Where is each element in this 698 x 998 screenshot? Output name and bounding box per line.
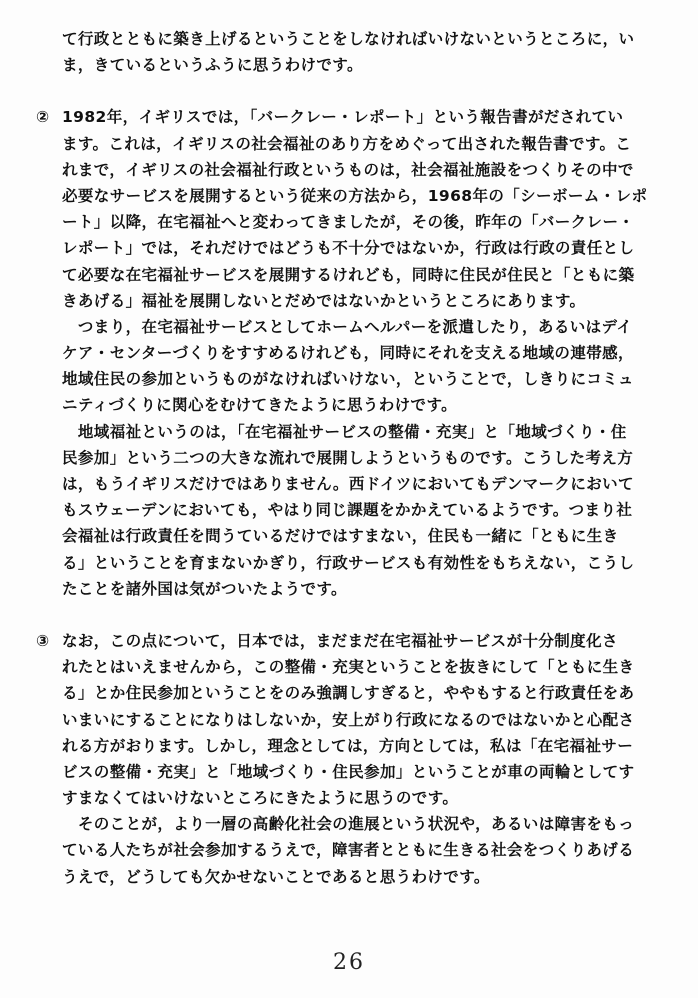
text-line: ている人たちが社会参加するうえで，障害者とともに生きる社会をつくりあげる [62, 841, 635, 860]
text-line: る」とか住民参加ということをのみ強調しすぎると，ややもすると行政責任をあ [62, 684, 635, 703]
text-line: もスウェーデンにおいても，やはり同じ課題をかかえているようです。つまり社 [62, 501, 633, 520]
text-line: て必要な在宅福祉サービスを展開するけれども，同時に住民が住民と「ともに築 [62, 265, 635, 284]
body-text [36, 26, 662, 890]
text-line: レポート」では，それだけではどうも不十分ではないか，行政は行政の責任とし [62, 239, 635, 258]
text-line: 地域福祉というのは，「在宅福祉サービスの整備・充実」と「地域づくり・住 [62, 422, 627, 441]
page-number: 26 [333, 950, 365, 975]
text-line: ます。これは，イギリスの社会福祉のあり方をめぐって出された報告書です。こ [62, 134, 632, 153]
text-line: ビスの整備・充実」と「地域づくり・住民参加」ということが車の両輪としてす [62, 762, 635, 781]
text-line: る」ということを育まないかぎり，行政サービスも有効性をもちえない，こうし [62, 553, 635, 572]
text-line: れたとはいえませんから，この整備・充実ということを抜きにして「ともに生き [62, 658, 635, 677]
section-3-first-line: なお，この点について，日本では，まだまだ在宅福祉サービスが十分制度化さ [62, 631, 618, 650]
intro-paragraph [62, 26, 662, 78]
text-line: れる方がおります。しかし，理念としては，方向としては，私は「在宅福祉サー [62, 736, 634, 755]
section-2 [36, 104, 662, 602]
text-line: きあげる」福祉を展開しないとだめではないかというところにあります。 [62, 291, 586, 310]
text-line: て行政とともに築き上げるということをしなければいけないというところに，い [62, 30, 635, 48]
text-line [36, 104, 662, 130]
text-line: すまなくてはいけないところにきたように思うのです。 [62, 789, 459, 808]
text-line: ニティづくりに関心をむけてきたように思うわけです。 [62, 396, 458, 415]
text-line: そのことが，より一層の高齢化社会の進展という状況や，あるいは障害をもっ [62, 815, 635, 834]
text-line: つまり，在宅福祉サービスとしてホームヘルパーを派遣したり，あるいはデイ [62, 317, 633, 336]
text-line: 民参加」という二つの大きな流れで展開しようというものです。こうした考え方 [62, 448, 634, 467]
text-line: いまいにすることになりはしないか，安上がり行政になるのではないかと心配さ [62, 710, 635, 729]
section-2-first-line: 1982年，イギリスでは，「バークレー・レポート」という報告書がだされてい [62, 108, 624, 127]
section-3 [36, 628, 662, 890]
section-gap [62, 78, 662, 104]
text-line [36, 628, 662, 654]
text-line: 地域住民の参加というものがなければいけない，ということで，しきりにコミュ [62, 370, 634, 389]
section-3-marker: ③ [36, 631, 50, 650]
text-line: 必要なサービスを展開するという従来の方法から，1968年の「シーボーム・レポ [62, 186, 648, 205]
text-line: たことを諸外国は気がついたようです。 [62, 579, 347, 598]
section-2-marker: ② [36, 108, 50, 127]
text-line: うえで，どうしても欠かせないことであると思うわけです。 [62, 867, 490, 886]
text-line: ま，きているというふうに思うわけです。 [62, 56, 363, 75]
text-line: れまで，イギリスの社会福祉行政というものは，社会福祉施設をつくりその中で [62, 160, 634, 179]
section-gap [62, 602, 662, 628]
text-line: は，もうイギリスだけではありません。西ドイツにおいてもデンマークにおいて [62, 475, 634, 493]
text-line: 会福祉は行政責任を問うているだけではすまない，住民も一緒に「ともに生き [62, 527, 619, 546]
text-line: ケア・センターづくりをすすめるけれども，同時にそれを支える地域の連帯感， [62, 344, 634, 363]
text-line: ート」以降，在宅福祉へと変わってきましたが，その後，昨年の「バークレー・ [62, 213, 635, 232]
